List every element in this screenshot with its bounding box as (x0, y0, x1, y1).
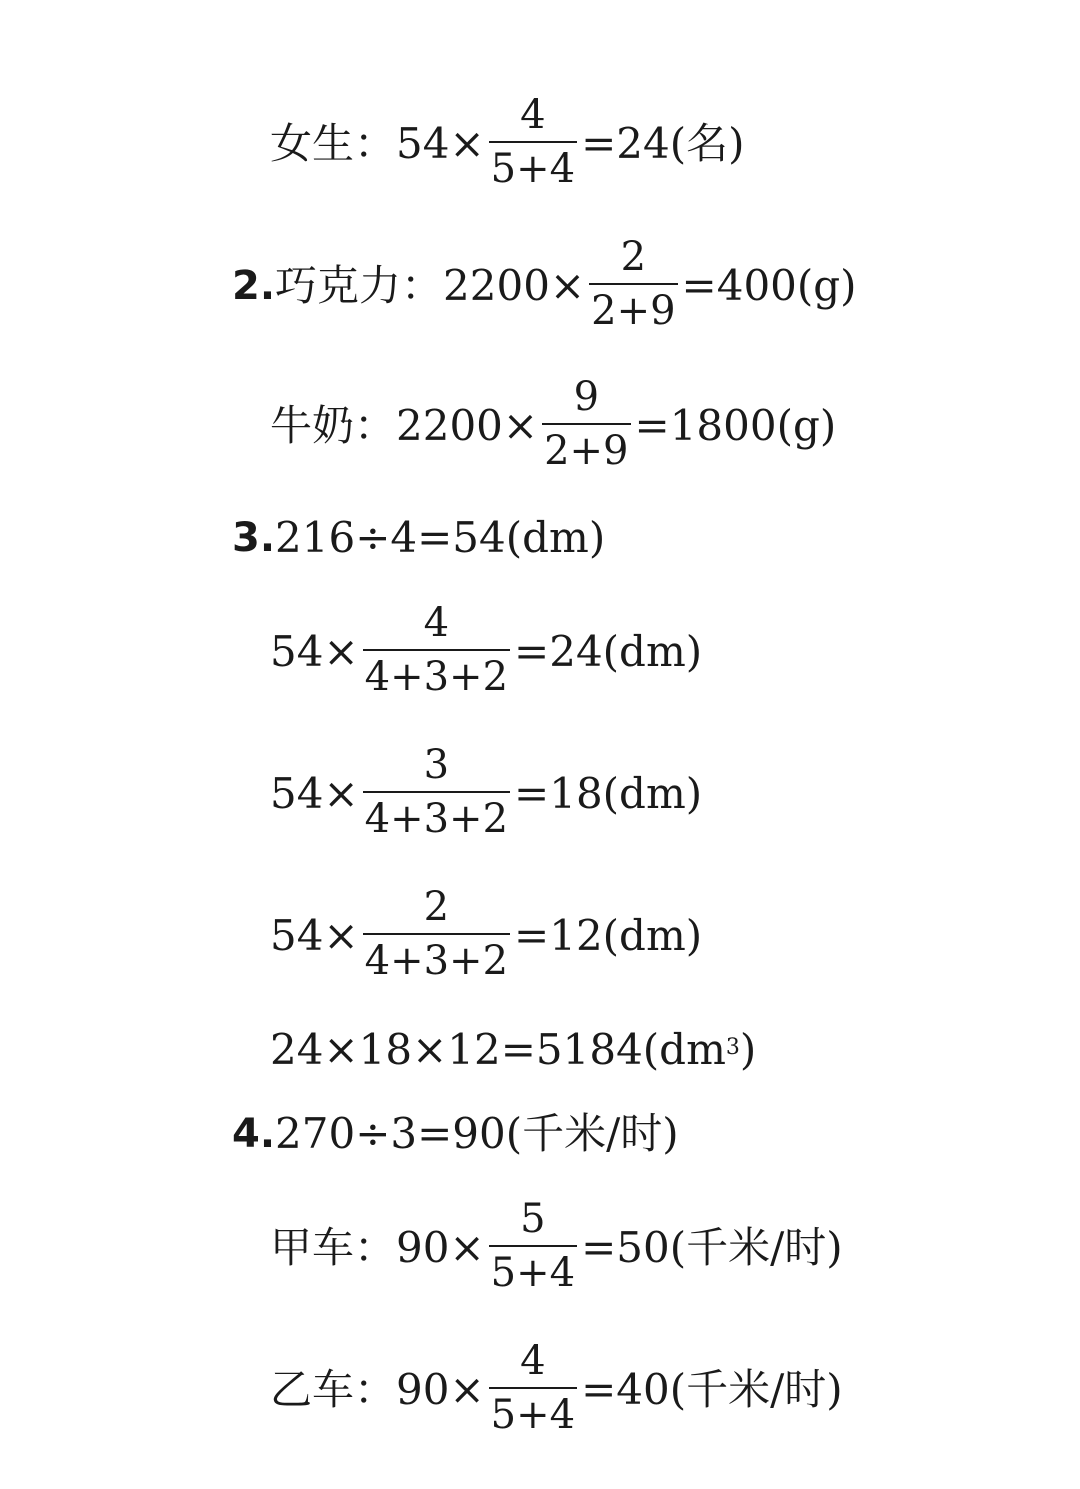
expression-lead: 乙车：90× (270, 1365, 485, 1414)
fraction-denominator: 4+3+2 (364, 938, 509, 984)
fraction (363, 742, 510, 842)
expression-lead: 54× (270, 911, 359, 960)
answer-line-milk (270, 374, 837, 474)
fraction-denominator: 5+4 (490, 1392, 576, 1438)
fraction-numerator: 2 (620, 234, 647, 280)
fraction (589, 234, 677, 334)
expression-lead: 巧克力：2200× (275, 261, 586, 310)
expression-lead: 54× (270, 627, 359, 676)
fraction-denominator: 2+9 (544, 428, 629, 474)
expression: 270÷3=90(千米/时) (275, 1109, 679, 1158)
question-number: 3. (232, 515, 276, 561)
expression-result: =50(千米/时) (581, 1223, 843, 1272)
expression-lead: 女生：54× (270, 119, 485, 168)
fraction-denominator: 4+3+2 (364, 654, 509, 700)
answer-line-length (270, 600, 703, 700)
answer-line-q4-speed (232, 1094, 679, 1174)
expression-result: =24(dm) (514, 627, 703, 676)
answer-line-q3-perimeter (232, 498, 605, 578)
answer-line-car-a (270, 1196, 843, 1296)
closing-paren: ) (739, 1025, 757, 1074)
question-number: 4. (232, 1111, 276, 1157)
fraction-numerator: 4 (520, 92, 546, 138)
expression-result: =12(dm) (514, 911, 703, 960)
answer-line-height (270, 884, 703, 984)
expression: 24×18×12=5184(dm (270, 1025, 726, 1074)
fraction (363, 600, 510, 700)
expression-result: =40(千米/时) (581, 1365, 843, 1414)
fraction-numerator: 4 (423, 600, 450, 646)
fraction-denominator: 5+4 (490, 1250, 576, 1296)
expression-lead: 甲车：90× (270, 1223, 485, 1272)
exponent: 3 (725, 1035, 740, 1060)
answer-line-volume (270, 1010, 756, 1090)
fraction-numerator: 2 (423, 884, 450, 930)
answer-line-chocolate (232, 234, 857, 334)
answer-line-female (270, 92, 745, 192)
expression-lead: 牛奶：2200× (270, 401, 539, 450)
expression-lead: 54× (270, 769, 359, 818)
expression: 216÷4=54(dm) (275, 513, 606, 562)
fraction (489, 1338, 577, 1438)
fraction-numerator: 5 (520, 1196, 546, 1242)
answer-line-width (270, 742, 703, 842)
fraction-numerator: 4 (520, 1338, 546, 1384)
fraction-numerator: 9 (573, 374, 600, 420)
fraction (542, 374, 630, 474)
expression-result: =1800(g) (634, 401, 837, 450)
answer-line-car-b (270, 1338, 843, 1438)
fraction-denominator: 2+9 (591, 288, 676, 334)
expression-result: =18(dm) (514, 769, 703, 818)
expression-result: =400(g) (681, 261, 857, 310)
fraction (489, 1196, 577, 1296)
fraction (363, 884, 510, 984)
fraction (489, 92, 577, 192)
fraction-denominator: 4+3+2 (364, 796, 509, 842)
question-number: 2. (232, 263, 276, 309)
expression-result: =24(名) (581, 119, 745, 168)
fraction-denominator: 5+4 (490, 146, 576, 192)
fraction-numerator: 3 (423, 742, 450, 788)
